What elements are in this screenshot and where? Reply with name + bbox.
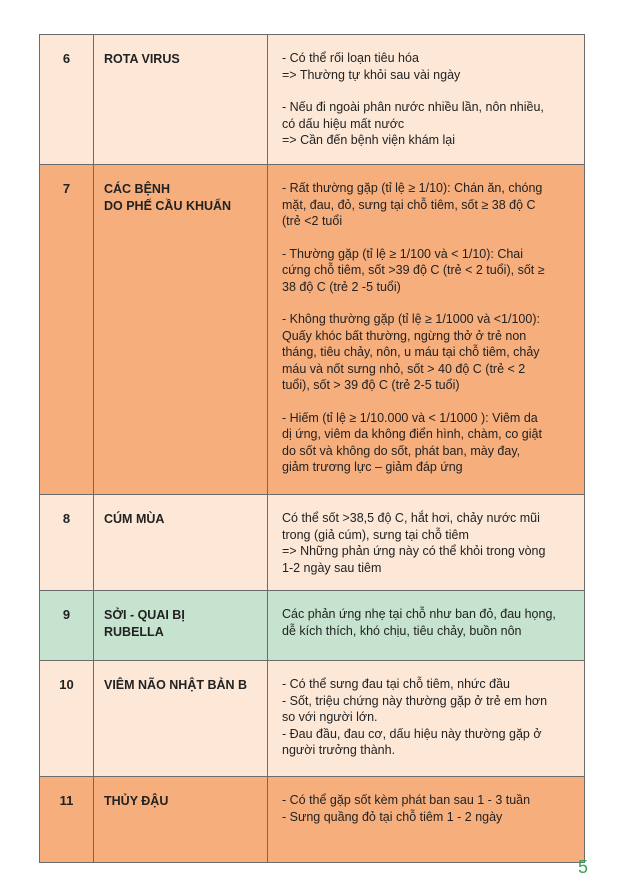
description-line: máu và nốt sưng nhỏ, sốt > 40 độ C (trẻ < 2 bbox=[282, 361, 526, 376]
reaction-description bbox=[268, 591, 585, 661]
row-number: 6 bbox=[40, 35, 94, 165]
page-number: 5 bbox=[577, 857, 588, 877]
row-number: 8 bbox=[40, 495, 94, 591]
description-line: Các phản ứng nhẹ tại chỗ như ban đỏ, đau họng, bbox=[282, 607, 556, 621]
description-line: - Thường gặp (tỉ lệ ≥ 1/100 và < 1/10): Chai bbox=[282, 246, 524, 261]
description-line: => Thường tự khỏi sau vài ngày bbox=[282, 67, 461, 82]
description-line: => Những phản ứng này có thể khỏi trong vòng bbox=[282, 544, 546, 558]
disease-name bbox=[94, 777, 268, 863]
table-row bbox=[40, 165, 585, 495]
description-line: dị ứng, viêm da không điển hình, chàm, co giật bbox=[282, 427, 542, 441]
table-row bbox=[40, 591, 585, 661]
description-paragraph bbox=[282, 792, 576, 825]
disease-name-line: SỞI - QUAI BỊ bbox=[104, 608, 185, 622]
description-paragraph bbox=[282, 606, 576, 639]
description-paragraph bbox=[282, 311, 576, 394]
disease-name-line: VIÊM NÃO NHẬT BẢN B bbox=[104, 678, 248, 692]
description-line: cứng chỗ tiêm, sốt >39 độ C (trẻ < 2 tuổi), sốt ≥ bbox=[282, 263, 545, 277]
description-line: 38 độ C (trẻ 2 -5 tuổi) bbox=[282, 279, 401, 294]
disease-name-line: RUBELLA bbox=[104, 625, 164, 639]
disease-name bbox=[94, 495, 268, 591]
description-paragraph bbox=[282, 410, 576, 476]
description-line: do sốt và không do sốt, phát ban, mày đay, bbox=[282, 443, 521, 458]
description-line: tuổi), sốt > 39 độ C (trẻ 2-5 tuổi) bbox=[282, 378, 460, 392]
disease-name-line: THỦY ĐẬU bbox=[104, 794, 169, 808]
description-line: người trưởng thành. bbox=[282, 743, 396, 757]
description-line: - Không thường gặp (tỉ lệ ≥ 1/1000 và <1/100): bbox=[282, 312, 540, 326]
row-number: 10 bbox=[40, 661, 94, 777]
description-line: => Cần đến bệnh viện khám lại bbox=[282, 133, 456, 147]
description-line: - Sốt, triệu chứng này thường gặp ở trẻ em hơn bbox=[282, 693, 548, 708]
description-line: so với người lớn. bbox=[282, 710, 378, 724]
description-line: - Rất thường gặp (tỉ lệ ≥ 1/10): Chán ăn, chóng bbox=[282, 181, 543, 195]
disease-name bbox=[94, 661, 268, 777]
table-row bbox=[40, 35, 585, 165]
description-paragraph bbox=[282, 99, 576, 149]
reaction-description bbox=[268, 777, 585, 863]
description-line: - Sưng quầng đỏ tại chỗ tiêm 1 - 2 ngày bbox=[282, 809, 503, 824]
description-line: - Có thể gặp sốt kèm phát ban sau 1 - 3 tuần bbox=[282, 793, 531, 807]
row-number: 9 bbox=[40, 591, 94, 661]
table-row bbox=[40, 661, 585, 777]
description-line: giảm trương lực – giảm đáp ứng bbox=[282, 460, 463, 474]
reaction-description bbox=[268, 495, 585, 591]
disease-name bbox=[94, 35, 268, 165]
description-line: tháng, tiêu chảy, nôn, u máu tại chỗ tiêm, chảy bbox=[282, 345, 540, 359]
vaccine-reaction-table bbox=[39, 34, 585, 863]
description-line: (trẻ <2 tuổi bbox=[282, 214, 343, 228]
description-line: - Có thể sưng đau tại chỗ tiêm, nhức đầu bbox=[282, 677, 510, 691]
description-line: - Hiếm (tỉ lệ ≥ 1/10.000 và < 1/1000 ): Viêm da bbox=[282, 410, 538, 425]
disease-name bbox=[94, 165, 268, 495]
table-row bbox=[40, 495, 585, 591]
description-line: Quấy khóc bất thường, ngừng thở ở trẻ non bbox=[282, 328, 527, 343]
description-line: dễ kích thích, khó chịu, tiêu chảy, buồn nôn bbox=[282, 623, 522, 638]
disease-name-line: CÚM MÙA bbox=[104, 512, 165, 526]
row-number: 7 bbox=[40, 165, 94, 495]
description-paragraph bbox=[282, 180, 576, 230]
description-line: - Nếu đi ngoài phân nước nhiều lần, nôn nhiều, bbox=[282, 100, 544, 114]
disease-name-line: CÁC BỆNH bbox=[104, 182, 170, 196]
description-line: - Có thể rối loạn tiêu hóa bbox=[282, 51, 419, 65]
disease-name bbox=[94, 591, 268, 661]
disease-name-line: ROTA VIRUS bbox=[104, 52, 180, 66]
description-paragraph bbox=[282, 246, 576, 296]
description-paragraph bbox=[282, 50, 576, 83]
description-line: có dấu hiệu mất nước bbox=[282, 116, 405, 131]
description-line: - Đau đầu, đau cơ, dấu hiệu này thường gặp ở bbox=[282, 726, 542, 741]
description-line: trong (giả cúm), sưng tại chỗ tiêm bbox=[282, 527, 469, 542]
row-number: 11 bbox=[40, 777, 94, 863]
reaction-description bbox=[268, 661, 585, 777]
description-paragraph bbox=[282, 676, 576, 759]
reaction-description bbox=[268, 35, 585, 165]
table-row bbox=[40, 777, 585, 863]
description-line: Có thể sốt >38,5 độ C, hắt hơi, chảy nước mũi bbox=[282, 511, 540, 525]
disease-name-line: DO PHẾ CẦU KHUẨN bbox=[104, 199, 232, 213]
description-line: mặt, đau, đỏ, sưng tại chỗ tiêm, sốt ≥ 38 độ C bbox=[282, 197, 536, 212]
reaction-description bbox=[268, 165, 585, 495]
description-line: 1-2 ngày sau tiêm bbox=[282, 560, 382, 575]
description-paragraph bbox=[282, 510, 576, 576]
